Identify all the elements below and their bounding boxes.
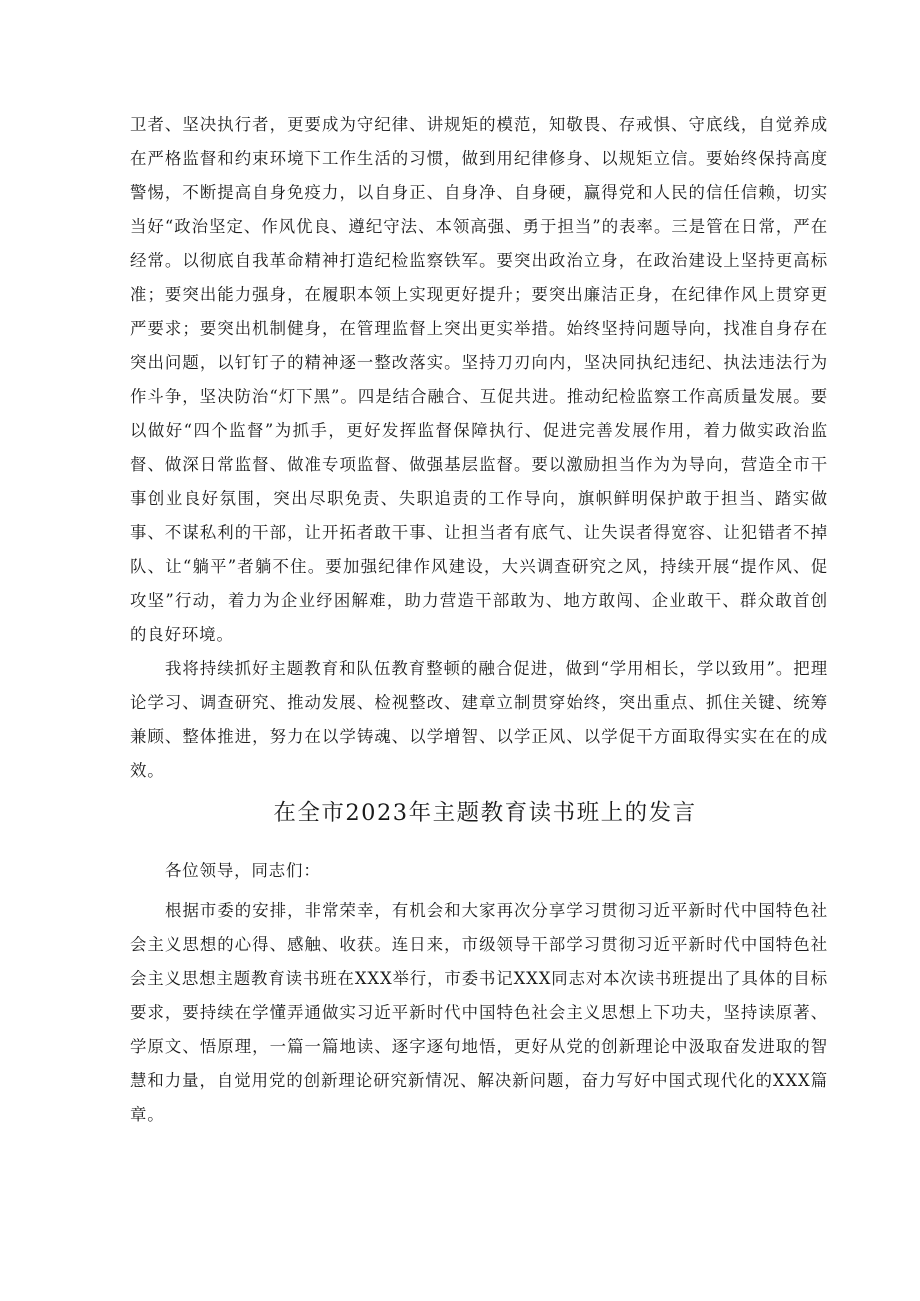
closing-paragraph: 我将持续抓好主题教育和队伍教育整顿的融合促进，做到“学用相长，学以致用”。把理论学习、调查研究、推动发展、检视整改、建章立制贯穿始终，突出重点、抓住关键、统筹兼顾、整体推进，努力在以学铸魂、以学增智、以学正风、以学促干方面取得实实在在的成效。 (130, 659, 828, 780)
continuation-paragraph: 卫者、坚决执行者，更要成为守纪律、讲规矩的模范，知敬畏、存戒惧、守底线，自觉养成在严格监督和约束环境下工作生活的习惯，做到用纪律修身、以规矩立信。要始终保持高度警惕，不断提高自身免疫力，以自身正、自身净、自身硬，赢得党和人民的信任信赖，切实当好“政治坚定、作风优良、遵纪守法、本领高强、勇于担当”的表率。三是管在日常，严在经常。以彻底自我革命精神打造纪检监察铁军。要突出政治立身，在政治建设上坚持更高标准；要突出能力强身，在履职本领上实现更好提升；要突出廉洁正身，在纪律作风上贯穿更严要求；要突出机制健身，在管理监督上突出更实举措。始终坚持问题导向，找准自身存在突出问题，以钉钉子的精神逐一整改落实。坚持刀刃向内，坚决同执纪违纪、执法违法行为作斗争，坚决防治“灯下黑”。四是结合融合、互促共进。推动纪检监察工作高质量发展。要以做好“四个监督”为抓手，更好发挥监督保障执行、促进完善发展作用，着力做实政治监督、做深日常监督、做准专项监督、做强基层监督。要以激励担当作为为导向，营造全市干事创业良好氛围，突出尽职免责、失职追责的工作导向，旗帜鲜明保护敢于担当、踏实做事、不谋私利的干部，让开拓者敢干事、让担当者有底气、让失误者得宽容、让犯错者不掉队、让“躺平”者躺不住。要加强纪律作风建设，大兴调查研究之风，持续开展“提作风、促攻坚”行动，着力为企业纾困解难，助力营造干部敢为、地方敢闯、企业敢干、群众敢首创的良好环境。 (130, 115, 828, 644)
opening-paragraph: 根据市委的安排，非常荣幸，有机会和大家再次分享学习贯彻习近平新时代中国特色社会主义思想的心得、感触、收获。连日来，市级领导干部学习贯彻习近平新时代中国特色社会主义思想主题教育读书班在XXX举行，市委书记XXX同志对本次读书班提出了具体的目标要求，要持续在学懂弄通做实习近平新时代中国特色社会主义思想上下功夫，坚持读原著、学原文、悟原理，一篇一篇地读、逐字逐句地悟，更好从党的创新理论中汲取奋发进取的智慧和力量，自觉用党的创新理论研究新情况、解决新问题，奋力写好中国式现代化的XXX篇章。 (130, 901, 828, 1124)
greeting: 各位领导，同志们： (165, 861, 321, 880)
speech-title: 在全市2023年主题教育读书班上的发言 (273, 800, 697, 826)
document-page (130, 108, 828, 1132)
